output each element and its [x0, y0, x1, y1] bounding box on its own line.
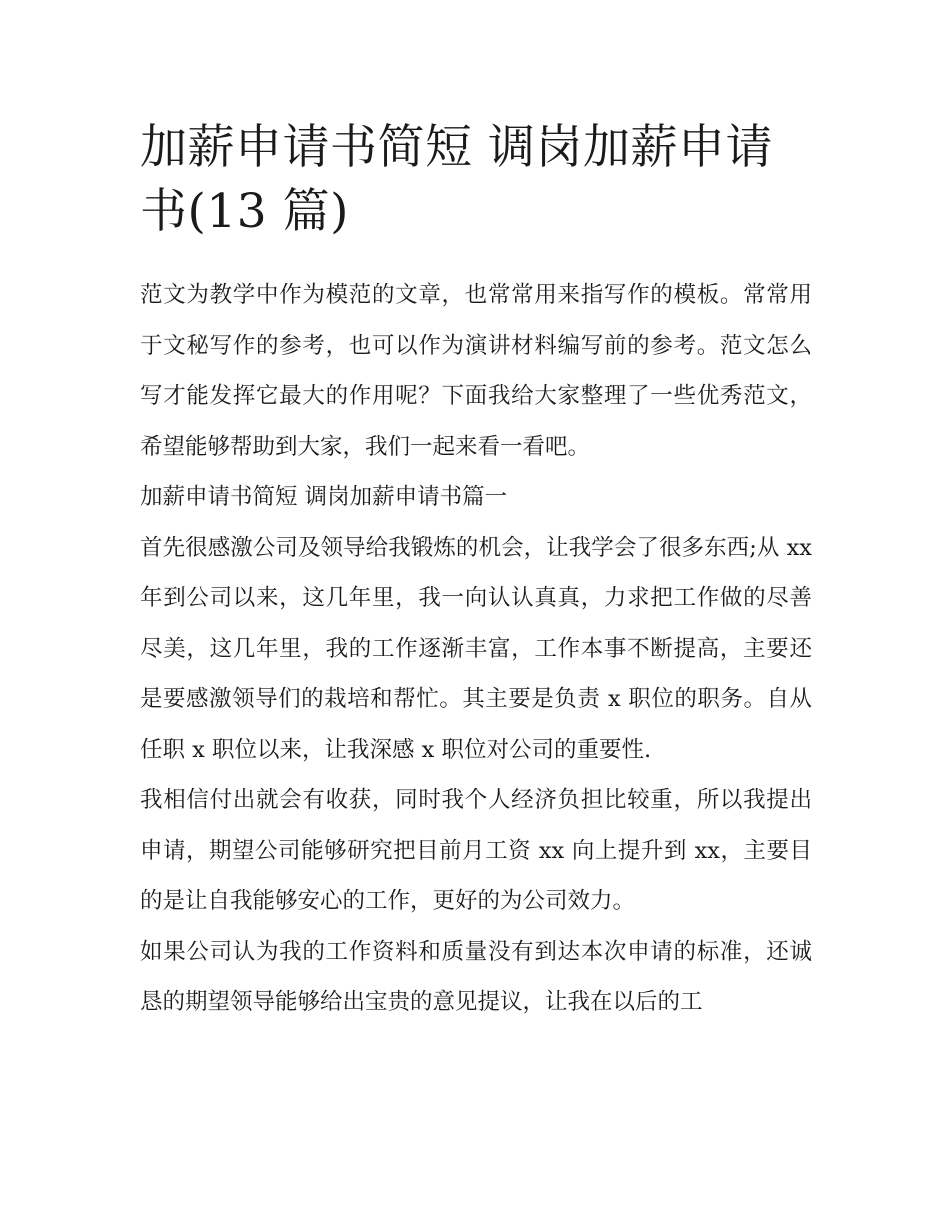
body-paragraph-2: 我相信付出就会有收获，同时我个人经济负担比较重，所以我提出申请，期望公司能够研究把目前月工资 xx 向上提升到 xx，主要目的是让自我能够安心的工作，更好的为公司效力。 — [140, 787, 812, 914]
body-paragraph-3: 如果公司认为我的工作资料和质量没有到达本次申请的标准，还诚恳的期望领导能够给出宝贵的意见提议，让我在以后的工 — [140, 938, 812, 1015]
intro-paragraph: 范文为教学中作为模范的文章，也常常用来指写作的模板。常常用于文秘写作的参考，也可以作为演讲材料编写前的参考。范文怎么写才能发挥它最大的作用呢？下面我给大家整理了一些优秀范文，希望能够帮助到大家，我们一起来看一看吧。 — [140, 282, 812, 460]
body-paragraph-1: 首先很感激公司及领导给我锻炼的机会，让我学会了很多东西;从 xx 年到公司以来，这几年里，我一向认认真真，力求把工作做的尽善尽美，这几年里，我的工作逐渐丰富，工作本事不断提高，主要还是要感激领导们的栽培和帮忙。其主要是负责 x 职位的职务。自从任职 x 职位以来，让我深感 x 职位对公司的重要性. — [140, 534, 812, 763]
section-heading: 加薪申请书简短 调岗加薪申请书篇一 — [140, 484, 508, 510]
document-title: 加薪申请书简短 调岗加薪申请书(13 篇) — [140, 120, 773, 239]
document-page — [140, 116, 812, 1028]
